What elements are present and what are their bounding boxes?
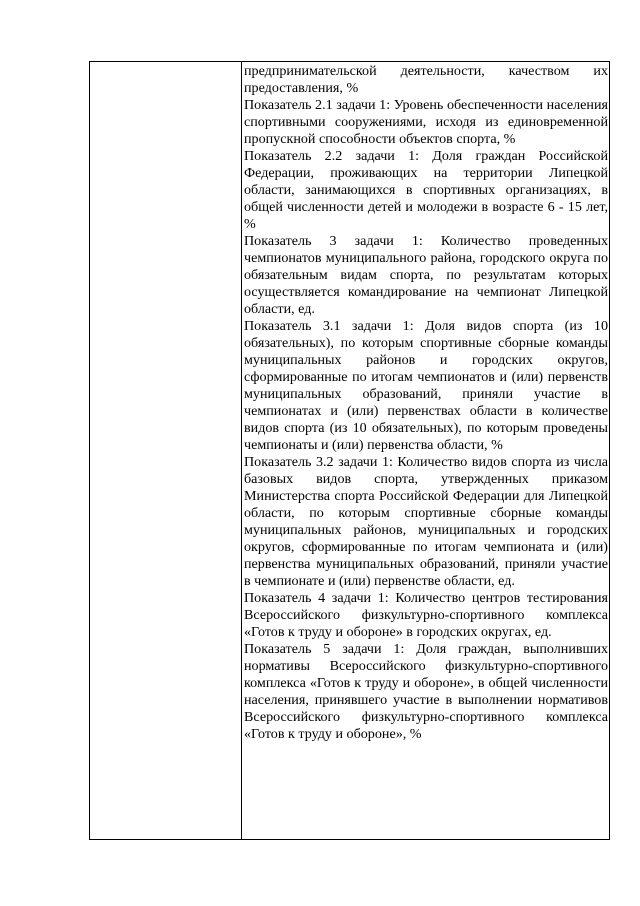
indicator-5: Показатель 5 задачи 1: Доля граждан, выполнивших нормативы Всероссийского физкультурно-спортивного комплекса «Готов к труду и обороне», в общей численности населения, принявшего участие в выполнении нормативов Всероссийского физкультурно-спортивного комплекса «Готов к труду и обороне», % bbox=[244, 641, 608, 742]
indicator-2-2: Показатель 2.2 задачи 1: Доля граждан Российской Федерации, проживающих на территории Липецкой области, занимающихся в спортивных организациях, в общей численности детей и молодежи в возрасте 6 - 15 лет, % bbox=[244, 148, 608, 232]
indicator-3: Показатель 3 задачи 1: Количество проведенных чемпионатов муниципального района, городского округа по обязательным видам спорта, по результатам которых осуществляется командирование на чемпионат Липецкой области, ед. bbox=[244, 233, 608, 317]
document-table bbox=[89, 61, 610, 840]
indicator-2-1: Показатель 2.1 задачи 1: Уровень обеспеченности населения спортивными сооружениями, исходя из единовременной пропускной способности объектов спорта, % bbox=[244, 97, 608, 147]
continuation-text: предпринимательской деятельности, качеством их предоставления, % bbox=[244, 63, 608, 96]
indicator-3-1: Показатель 3.1 задачи 1: Доля видов спорта (из 10 обязательных), по которым спортивные сборные команды муниципальных районов и городских округов, сформированные по итогам чемпионатов и (или) первенств муниципальных образований, приняли участие в чемпионатах и (или) первенствах области в количестве видов спорта (из 10 обязательных), по которым проведены чемпионаты и (или) первенства области, % bbox=[244, 318, 608, 453]
column-divider bbox=[241, 62, 242, 839]
indicators-cell bbox=[244, 63, 608, 743]
indicator-3-2: Показатель 3.2 задачи 1: Количество видов спорта из числа базовых видов спорта, утвержденных приказом Министерства спорта Российской Федерации для Липецкой области, по которым спортивные сборные команды муниципальных районов, муниципальных и городских округов, сформированные по итогам чемпионата и (или) первенства муниципальных образований, приняли участие в чемпионате и (или) первенстве области, ед. bbox=[244, 454, 608, 589]
indicator-4: Показатель 4 задачи 1: Количество центров тестирования Всероссийского физкультурно-спортивного комплекса «Готов к труду и обороне» в городских округах, ед. bbox=[244, 590, 608, 640]
